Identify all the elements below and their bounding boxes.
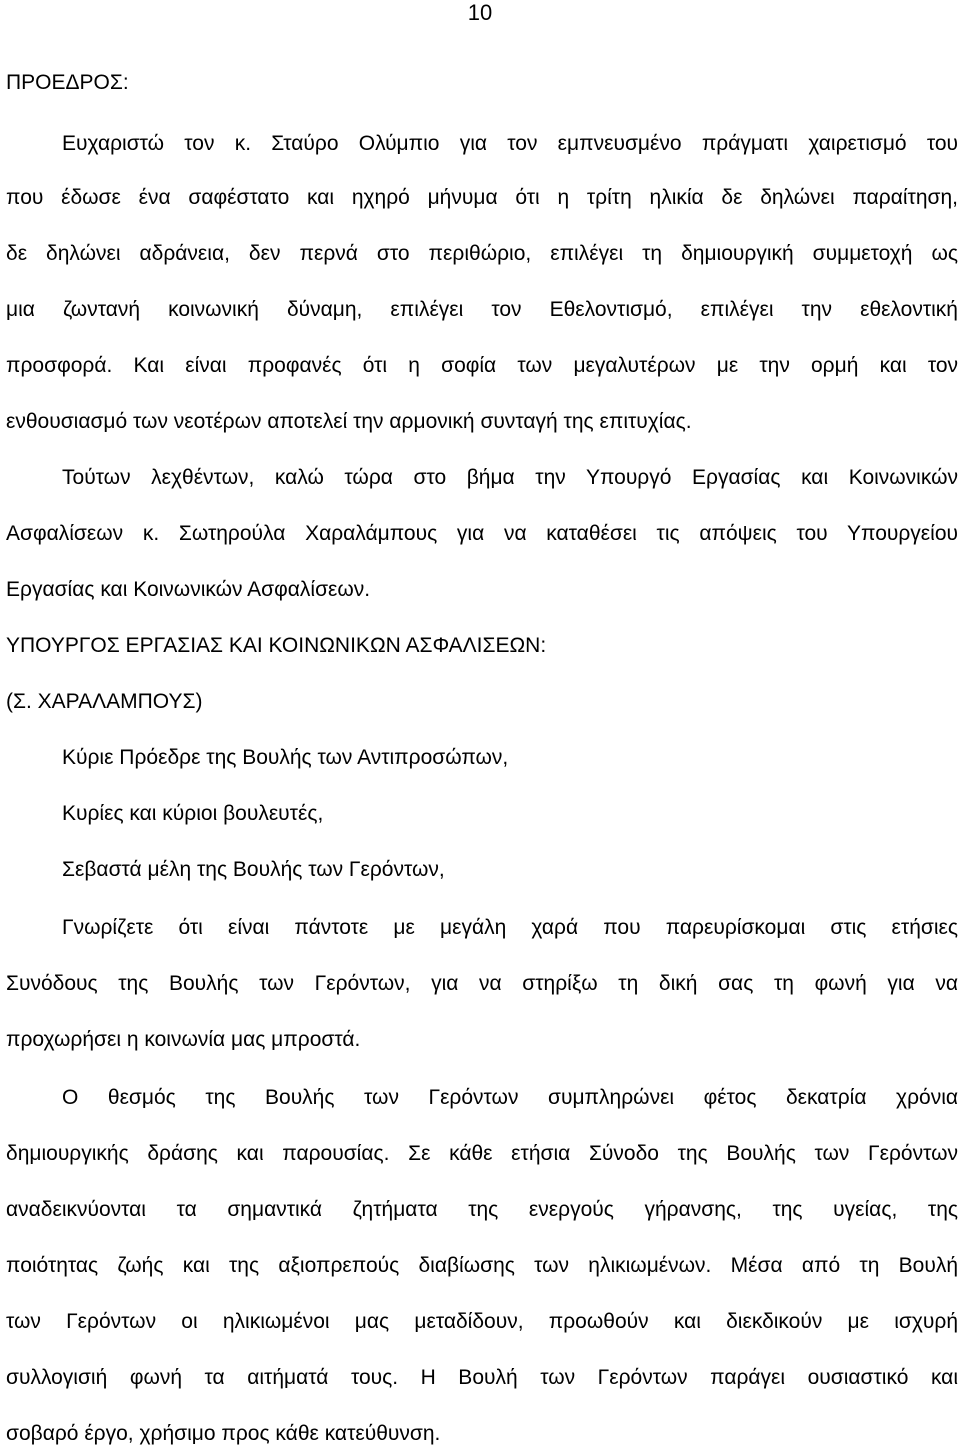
text-line: που έδωσε ένα σαφέστατο και ηχηρό μήνυμα ότι η τρίτη ηλικία δε δηλώνει παραίτηση, xyxy=(6,186,958,209)
speaker-heading-president: ΠΡΟΕΔΡΟΣ: xyxy=(6,71,129,94)
text-line: ενθουσιασμό των νεοτέρων αποτελεί την αρμονική συνταγή της επιτυχίας. xyxy=(6,410,692,433)
salutation-line: Σεβαστά μέλη της Βουλής των Γερόντων, xyxy=(62,858,445,881)
text-line: δημιουργικής δράσης και παρουσίας. Σε κάθε ετήσια Σύνοδο της Βουλής των Γερόντων xyxy=(6,1142,958,1165)
text-line: των Γερόντων οι ηλικιωμένοι μας μεταδίδουν, προωθούν και διεκδικούν με ισχυρή xyxy=(6,1310,958,1333)
speaker-heading-minister: ΥΠΟΥΡΓΟΣ ΕΡΓΑΣΙΑΣ ΚΑΙ ΚΟΙΝΩΝΙΚΩΝ ΑΣΦΑΛΙΣΕΩΝ: xyxy=(6,634,547,657)
text-line: μια ζωντανή κοινωνική δύναμη, επιλέγει τον Εθελοντισμό, επιλέγει την εθελοντική xyxy=(6,298,958,321)
text-line: συλλογισιή φωνή τα αιτήματά τους. Η Βουλή των Γερόντων παράγει ουσιαστικό και xyxy=(6,1366,958,1389)
page-number: 10 xyxy=(467,0,493,25)
text-line: Ο θεσμός της Βουλής των Γερόντων συμπληρώνει φέτος δεκατρία χρόνια xyxy=(62,1086,958,1109)
text-line: Εργασίας και Κοινωνικών Ασφαλίσεων. xyxy=(6,578,371,601)
text-line: αναδεικνύονται τα σημαντικά ζητήματα της ενεργούς γήρανσης, της υγείας, της xyxy=(6,1198,958,1221)
text-line: Ασφαλίσεων κ. Σωτηρούλα Χαραλάμπους για να καταθέσει τις απόψεις του Υπουργείου xyxy=(6,522,958,545)
text-line: δε δηλώνει αδράνεια, δεν περνά στο περιθώριο, επιλέγει τη δημιουργική συμμετοχή ως xyxy=(6,242,958,265)
text-line: προχωρήσει η κοινωνία μας μπροστά. xyxy=(6,1028,361,1051)
salutation-line: Κυρίες και κύριοι βουλευτές, xyxy=(62,802,324,825)
text-line: σοβαρό έργο, χρήσιμο προς κάθε κατεύθυνση. xyxy=(6,1422,441,1445)
salutation-line: Κύριε Πρόεδρε της Βουλής των Αντιπροσώπων, xyxy=(62,746,509,769)
text-line: ποιότητας ζωής και της αξιοπρεπούς διαβίωσης των ηλικιωμένων. Μέσα από τη Βουλή xyxy=(6,1254,958,1277)
text-line: Ευχαριστώ τον κ. Σταύρο Ολύμπιο για τον εμπνευσμένο πράγματι χαιρετισμό του xyxy=(62,132,958,155)
speaker-name: (Σ. ΧΑΡΑΛΑΜΠΟΥΣ) xyxy=(6,690,203,713)
text-line: Συνόδους της Βουλής των Γερόντων, για να στηρίξω τη δική σας τη φωνή για να xyxy=(6,972,958,995)
text-line: Γνωρίζετε ότι είναι πάντοτε με μεγάλη χαρά που παρευρίσκομαι στις ετήσιες xyxy=(62,916,958,939)
text-line: προσφορά. Και είναι προφανές ότι η σοφία των μεγαλυτέρων με την ορμή και τον xyxy=(6,354,958,377)
text-line: Τούτων λεχθέντων, καλώ τώρα στο βήμα την Υπουργό Εργασίας και Κοινωνικών xyxy=(62,466,958,489)
